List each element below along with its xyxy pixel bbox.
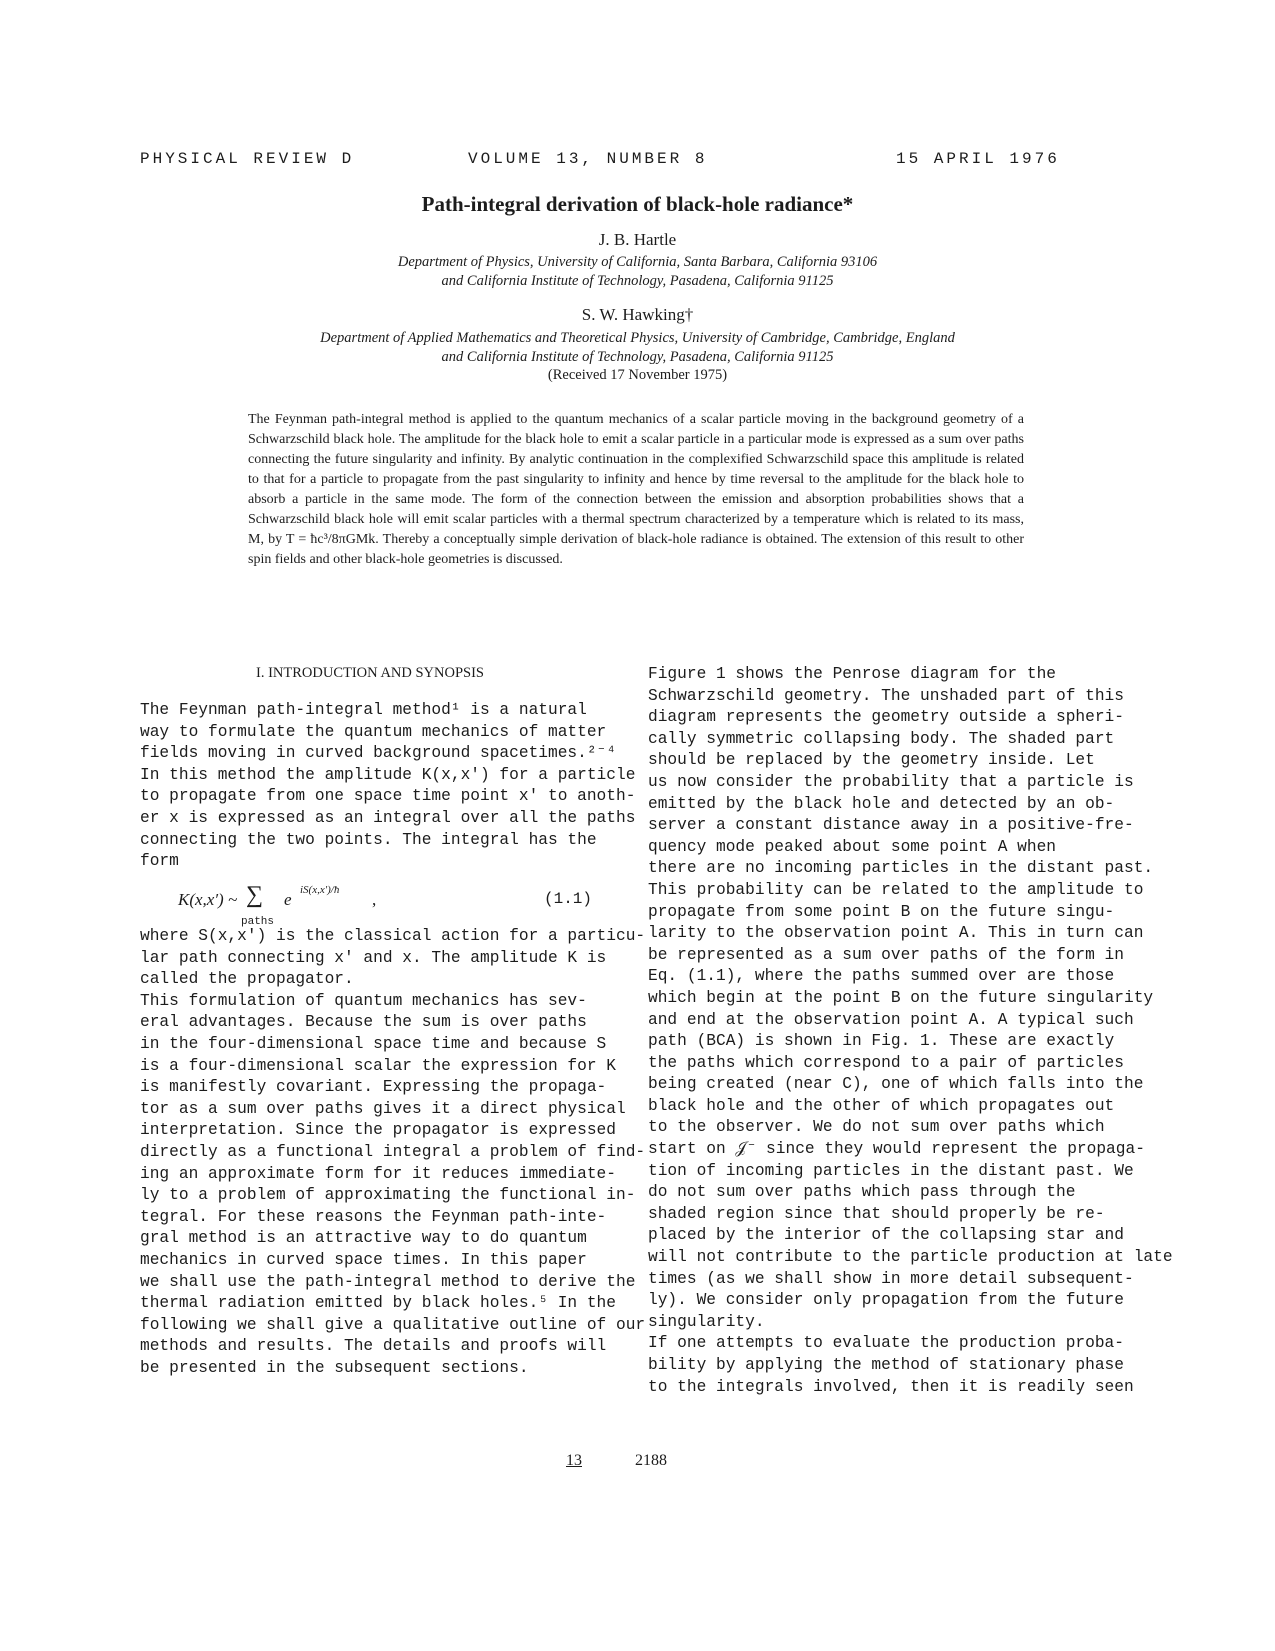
paper-title: Path-integral derivation of black-hole radiance* <box>421 192 854 216</box>
text-line: gral method is an attractive way to do quantum <box>140 1229 587 1248</box>
text-line: following we shall give a qualitative outline of our <box>140 1315 646 1334</box>
equation-lhs: K(x,x′) ~ <box>178 890 238 909</box>
text-line: This formulation of quantum mechanics has sev- <box>140 991 587 1010</box>
text-line: tor as a sum over paths gives it a direct physical <box>140 1099 626 1118</box>
text-line: diagram represents the geometry outside a spheri- <box>648 708 1124 727</box>
text-line: If one attempts to evaluate the production proba- <box>648 1334 1124 1353</box>
text-line: is a four-dimensional scalar the expression for K <box>140 1056 616 1075</box>
text-line: propagate from some point B on the future singu- <box>648 902 1115 921</box>
text-line: mechanics in curved space times. In this paper <box>140 1250 587 1269</box>
summation-symbol: ∑ <box>246 882 264 908</box>
text-line: we shall use the path-integral method to derive the <box>140 1272 636 1291</box>
exponential-base: e <box>284 890 292 909</box>
text-line: ly). We consider only propagation from the future <box>648 1291 1124 1310</box>
equation-1-1 <box>140 880 600 932</box>
page-number: 2188 <box>635 1452 667 1469</box>
text-line: singularity. <box>648 1312 765 1331</box>
text-line: shaded region since that should properly be re- <box>648 1204 1105 1223</box>
text-line: where S(x,x′) is the classical action for a particu- <box>140 927 646 945</box>
issue-date: 15 APRIL 1976 <box>896 150 1060 168</box>
text-line: us now consider the probability that a particle is <box>648 772 1134 791</box>
text-line: path (BCA) is shown in Fig. 1. These are exactly <box>648 1032 1115 1051</box>
abstract: The Feynman path-integral method is applied to the quantum mechanics of a scalar particle moving in the background geometry of a Schwarzschild black hole. The amplitude for the black hole to emit a scalar particle in a particular mode is expressed as a sum over paths connecting the future singularity and infinity. By analytic continuation in the complexified Schwarzschild space this amplitude is related to that for a particle to propagate from the past singularity to infinity and hence by time reversal to the amplitude for the black hole to absorb a particle in the same mode. The form of the connection between the emission and absorption probabilities shows that a Schwarzschild black hole will emit scalar particles with a thermal spectrum characterized by a temperature which is related to its mass, M, by T = ħc³/8πGMk. Thereby a conceptually simple derivation of black-hole radiance is obtained. The extension of this result to other spin fields and other black-hole geometries is discussed. <box>248 412 1024 567</box>
author-affiliation: and California Institute of Technology, Pasadena, California 91125 <box>441 273 834 289</box>
exponent: iS(x,x′)/ħ <box>300 884 340 896</box>
author-affiliation: Department of Physics, University of California, Santa Barbara, California 93106 <box>397 254 878 270</box>
left-column-body <box>140 926 646 1379</box>
text-line: quency mode peaked about some point A when <box>648 837 1056 856</box>
text-line: in the four-dimensional space time and because S <box>140 1034 607 1053</box>
text-line: placed by the interior of the collapsing star and <box>648 1226 1124 1245</box>
text-line: er x is expressed as an integral over all the paths <box>140 808 636 827</box>
text-line: start on 𝒥⁻ since they would represent the propaga- <box>648 1140 1145 1159</box>
text-line: The Feynman path-integral method¹ is a natural <box>140 701 587 719</box>
summation-subscript: paths <box>241 916 275 928</box>
text-line: black hole and the other of which propagates out <box>648 1096 1115 1115</box>
author-affiliation: Department of Applied Mathematics and Theoretical Physics, University of Cambridge, Cambridge, England <box>320 330 955 346</box>
text-line: being created (near C), one of which falls into the <box>648 1075 1144 1094</box>
text-line: way to formulate the quantum mechanics of matter <box>140 722 607 741</box>
text-line: fields moving in curved background spacetimes.²⁻⁴ <box>140 744 617 763</box>
author-name: J. B. Hartle <box>598 230 677 249</box>
footer-volume: 13 <box>566 1452 582 1469</box>
text-line: do not sum over paths which pass through the <box>648 1183 1076 1202</box>
equation-comma: , <box>372 890 377 909</box>
text-line: tegral. For these reasons the Feynman path-inte- <box>140 1207 607 1226</box>
text-line: to the integrals involved, then it is readily seen <box>648 1377 1134 1396</box>
text-line: there are no incoming particles in the distant past. <box>648 859 1154 878</box>
text-line: tion of incoming particles in the distant past. We <box>648 1161 1134 1180</box>
text-line: ly to a problem of approximating the functional in- <box>140 1186 636 1205</box>
text-line: directly as a functional integral a problem of find- <box>140 1142 646 1161</box>
text-line: larity to the observation point A. This in turn can <box>648 924 1144 943</box>
left-column-intro <box>140 700 636 873</box>
text-line: lar path connecting x′ and x. The amplitude K is <box>140 948 607 967</box>
text-line: to propagate from one space time point x′ to anoth- <box>140 787 636 806</box>
text-line: eral advantages. Because the sum is over paths <box>140 1013 587 1032</box>
text-line: to the observer. We do not sum over paths which <box>648 1118 1105 1137</box>
text-line: called the propagator. <box>140 970 354 989</box>
text-line: This probability can be related to the amplitude to <box>648 880 1144 899</box>
text-line: emitted by the black hole and detected by an ob- <box>648 794 1115 813</box>
text-line: connecting the two points. The integral has the <box>140 830 597 849</box>
text-line: interpretation. Since the propagator is expressed <box>140 1121 616 1140</box>
right-column-body <box>648 664 1173 1398</box>
text-line: should be replaced by the geometry inside. Let <box>648 751 1095 770</box>
text-line: cally symmetric collapsing body. The shaded part <box>648 729 1115 748</box>
text-line: In this method the amplitude K(x,x′) for a particle <box>140 765 636 784</box>
text-line: be presented in the subsequent sections. <box>140 1358 529 1377</box>
author-name: S. W. Hawking† <box>581 305 694 324</box>
author-affiliation: and California Institute of Technology, Pasadena, California 91125 <box>441 349 834 365</box>
text-line: form <box>140 852 179 871</box>
text-line: ing an approximate form for it reduces immediate- <box>140 1164 616 1183</box>
text-line: methods and results. The details and proofs will <box>140 1337 607 1356</box>
text-line: Eq. (1.1), where the paths summed over are those <box>648 967 1115 986</box>
received-date: (Received 17 November 1975) <box>547 367 728 383</box>
text-line: times (as we shall show in more detail subsequent- <box>648 1269 1134 1288</box>
text-line: server a constant distance away in a positive-fre- <box>648 816 1134 835</box>
text-line: Schwarzschild geometry. The unshaded part of this <box>648 686 1124 705</box>
text-line: and end at the observation point A. A typical such <box>648 1010 1134 1029</box>
text-line: thermal radiation emitted by black holes.⁵ In the <box>140 1294 616 1313</box>
text-line: be represented as a sum over paths of the form in <box>648 945 1124 964</box>
journal-name: PHYSICAL REVIEW D <box>140 150 355 168</box>
text-line: the paths which correspond to a pair of particles <box>648 1053 1124 1072</box>
text-line: which begin at the point B on the future singularity <box>648 988 1154 1007</box>
text-line: bility by applying the method of stationary phase <box>648 1356 1124 1374</box>
text-line: Figure 1 shows the Penrose diagram for the <box>648 665 1056 683</box>
text-line: will not contribute to the particle production at late <box>648 1248 1173 1267</box>
text-line: is manifestly covariant. Expressing the propaga- <box>140 1078 607 1097</box>
section-heading: I. INTRODUCTION AND SYNOPSIS <box>256 665 484 681</box>
volume-number: VOLUME 13, NUMBER 8 <box>468 150 708 168</box>
equation-number: (1.1) <box>543 890 592 908</box>
